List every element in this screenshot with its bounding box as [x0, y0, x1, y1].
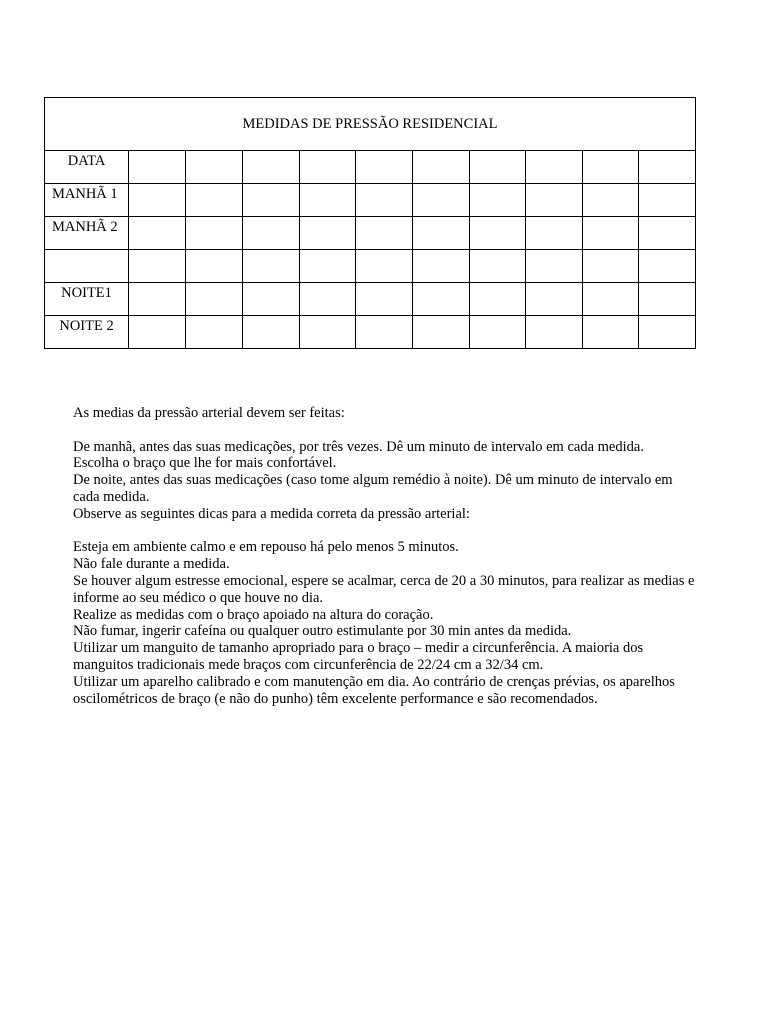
entry-cell[interactable] — [356, 250, 412, 283]
tip-line: Não fale durante a medida. — [73, 556, 230, 573]
entry-cell[interactable] — [469, 217, 525, 250]
table-row-manha1 — [45, 184, 696, 217]
entry-cell[interactable] — [186, 250, 243, 283]
entry-cell[interactable] — [300, 316, 356, 349]
row-label-manha2: MANHÃ 2 — [45, 217, 129, 250]
entry-cell[interactable] — [638, 316, 695, 349]
tip-line: Esteja em ambiente calmo e em repouso há pelo menos 5 minutos. — [73, 539, 459, 556]
entry-cell[interactable] — [412, 316, 469, 349]
entry-cell[interactable] — [129, 217, 186, 250]
entry-cell[interactable] — [243, 217, 300, 250]
row-label-noite1: NOITE1 — [45, 283, 129, 316]
row-label-noite2: NOITE 2 — [45, 316, 129, 349]
entry-cell[interactable] — [412, 283, 469, 316]
entry-cell[interactable] — [356, 217, 412, 250]
entry-cell[interactable] — [243, 250, 300, 283]
entry-cell[interactable] — [129, 283, 186, 316]
entry-cell[interactable] — [638, 217, 695, 250]
entry-cell[interactable] — [129, 184, 186, 217]
table-row-noite2 — [45, 316, 696, 349]
entry-cell[interactable] — [638, 184, 695, 217]
entry-cell[interactable] — [243, 283, 300, 316]
entry-cell[interactable] — [582, 151, 638, 184]
entry-cell[interactable] — [525, 184, 582, 217]
entry-cell[interactable] — [186, 316, 243, 349]
entry-cell[interactable] — [638, 250, 695, 283]
tip-line: Utilizar um manguito de tamanho apropriado para o braço – medir a circunferência. A maioria dos manguitos tradicionais mede braços com circunferência de 22/24 cm a 32/34 cm. — [73, 640, 644, 673]
entry-cell[interactable] — [412, 184, 469, 217]
entry-cell[interactable] — [525, 217, 582, 250]
entry-cell[interactable] — [129, 151, 186, 184]
tip-line: Se houver algum estresse emocional, espere se acalmar, cerca de 20 a 30 minutos, para realizar as medias e informe ao seu médico o que houve no dia. — [73, 572, 695, 606]
entry-cell[interactable] — [300, 283, 356, 316]
entry-cell[interactable] — [469, 184, 525, 217]
entry-cell[interactable] — [582, 217, 638, 250]
entry-cell[interactable] — [469, 151, 525, 184]
entry-cell[interactable] — [412, 217, 469, 250]
row-label-blank — [45, 250, 129, 283]
instructions-intro: As medias da pressão arterial devem ser feitas: — [73, 405, 345, 421]
entry-cell[interactable] — [300, 217, 356, 250]
instructions-text — [73, 405, 698, 707]
entry-cell[interactable] — [525, 316, 582, 349]
entry-cell[interactable] — [129, 250, 186, 283]
entry-cell[interactable] — [243, 151, 300, 184]
paragraph-spacer — [73, 523, 698, 540]
table-row-data — [45, 151, 696, 184]
table-row-noite1 — [45, 283, 696, 316]
entry-cell[interactable] — [582, 184, 638, 217]
entry-cell[interactable] — [582, 250, 638, 283]
entry-cell[interactable] — [129, 316, 186, 349]
table-title: MEDIDAS DE PRESSÃO RESIDENCIAL — [45, 98, 696, 151]
instruction-line: Observe as seguintes dicas para a medida correta da pressão arterial: — [73, 505, 470, 522]
entry-cell[interactable] — [525, 151, 582, 184]
entry-cell[interactable] — [582, 283, 638, 316]
entry-cell[interactable] — [356, 151, 412, 184]
entry-cell[interactable] — [300, 151, 356, 184]
tip-line: Não fumar, ingerir cafeína ou qualquer outro estimulante por 30 min antes da medida. — [73, 623, 572, 640]
entry-cell[interactable] — [243, 184, 300, 217]
entry-cell[interactable] — [356, 316, 412, 349]
entry-cell[interactable] — [469, 250, 525, 283]
entry-cell[interactable] — [243, 316, 300, 349]
entry-cell[interactable] — [356, 283, 412, 316]
entry-cell[interactable] — [300, 250, 356, 283]
entry-cell[interactable] — [638, 151, 695, 184]
tip-line: Realize as medidas com o braço apoiado na altura do coração. — [73, 606, 434, 623]
entry-cell[interactable] — [638, 283, 695, 316]
table-row-manha2 — [45, 217, 696, 250]
entry-cell[interactable] — [582, 316, 638, 349]
table-row-blank — [45, 250, 696, 283]
entry-cell[interactable] — [469, 316, 525, 349]
instruction-line: De noite, antes das suas medicações (caso tome algum remédio à noite). Dê um minuto de intervalo em cada medida. — [73, 472, 673, 505]
entry-cell[interactable] — [186, 151, 243, 184]
entry-cell[interactable] — [186, 283, 243, 316]
entry-cell[interactable] — [356, 184, 412, 217]
instruction-line: Escolha o braço que lhe for mais confortável. — [73, 455, 337, 472]
entry-cell[interactable] — [186, 217, 243, 250]
tip-line: Utilizar um aparelho calibrado e com manutenção em dia. Ao contrário de crenças prévias, os aparelhos oscilométricos de braço (e não do punho) têm excelente performance e são recomendados. — [73, 673, 675, 707]
pressure-log-table — [44, 97, 696, 349]
entry-cell[interactable] — [412, 151, 469, 184]
entry-cell[interactable] — [525, 283, 582, 316]
instruction-line: De manhã, antes das suas medicações, por três vezes. Dê um minuto de intervalo em cada medida. — [73, 438, 644, 455]
entry-cell[interactable] — [525, 250, 582, 283]
entry-cell[interactable] — [412, 250, 469, 283]
entry-cell[interactable] — [186, 184, 243, 217]
entry-cell[interactable] — [469, 283, 525, 316]
entry-cell[interactable] — [300, 184, 356, 217]
paragraph-spacer — [73, 422, 698, 439]
row-label-manha1: MANHÃ 1 — [45, 184, 129, 217]
row-label-data: DATA — [45, 151, 129, 184]
